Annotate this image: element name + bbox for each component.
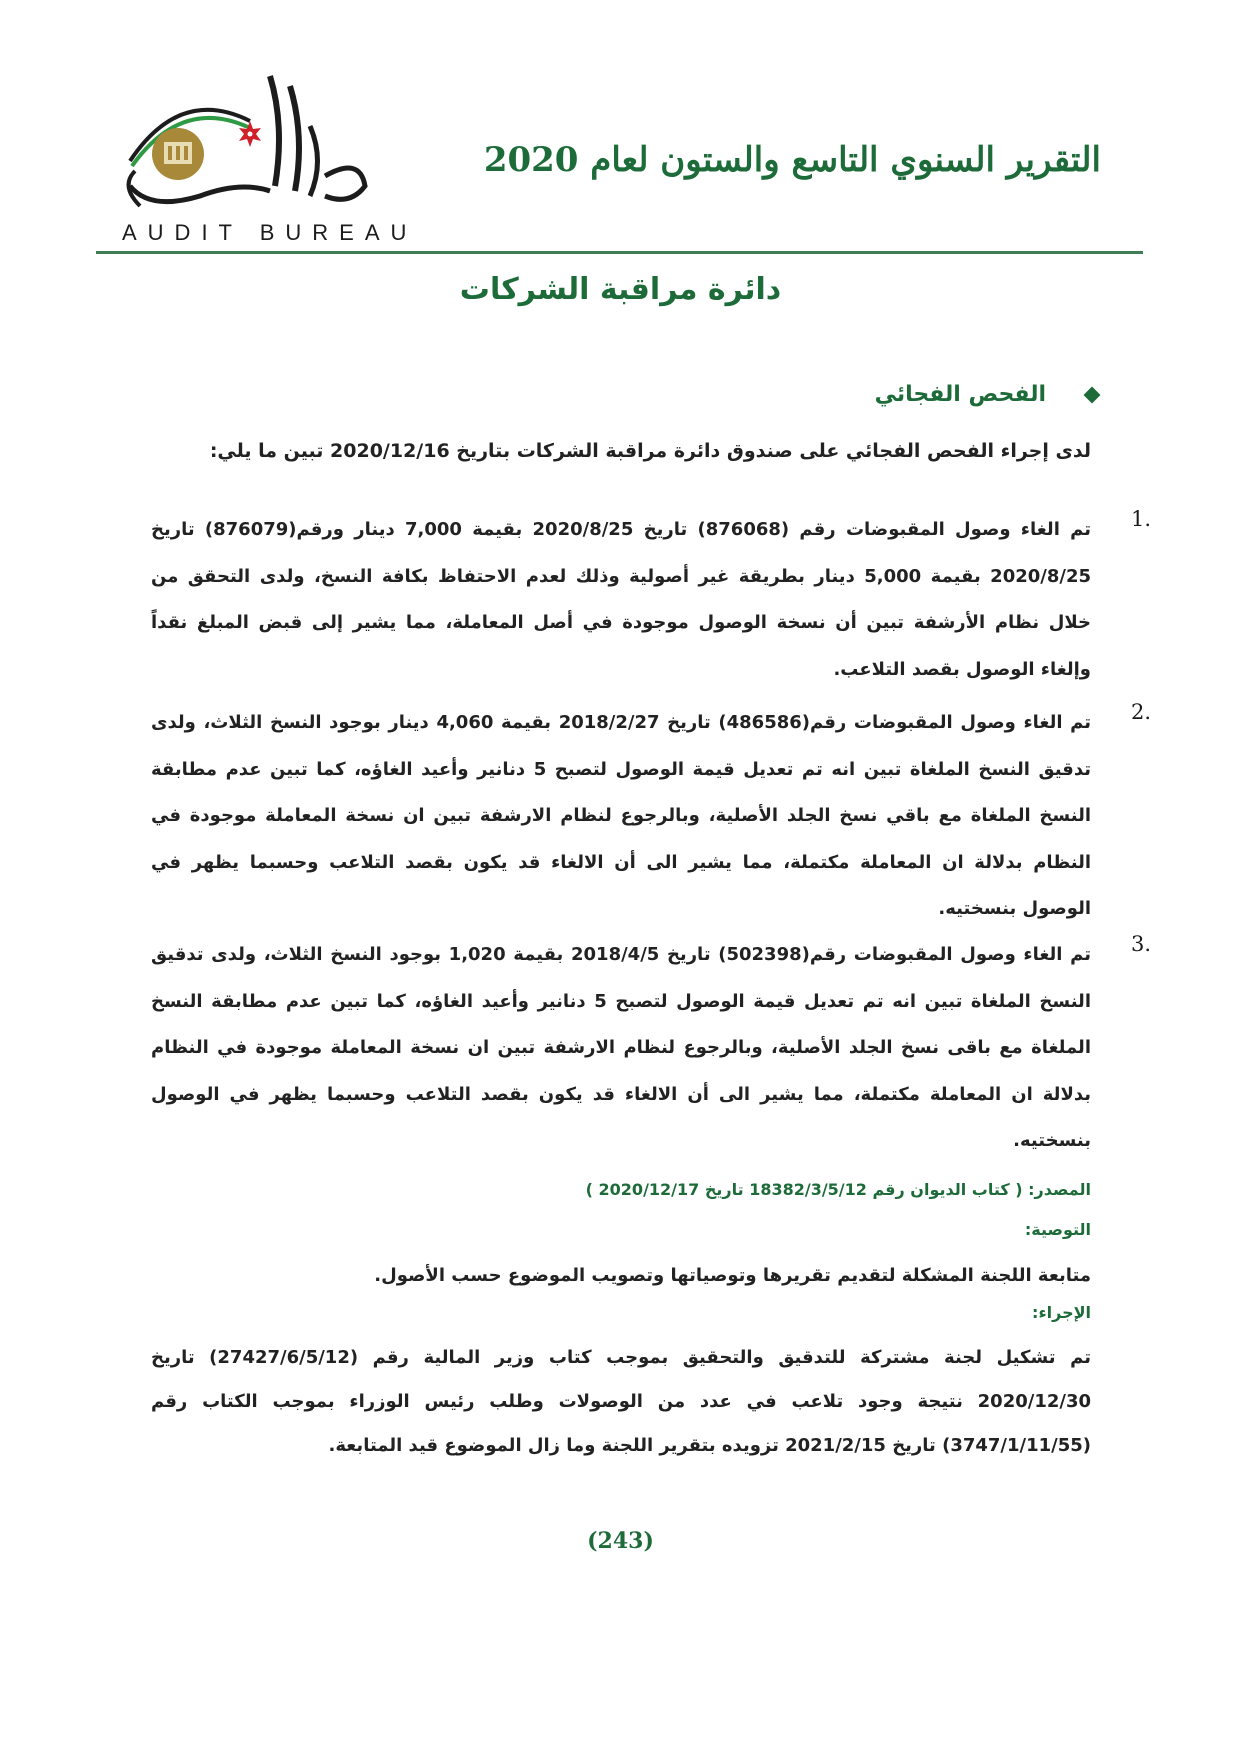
logo-emblem-icon xyxy=(110,66,410,226)
list-item-number: 3. xyxy=(1130,932,1151,956)
diamond-bullet-icon xyxy=(1084,386,1101,403)
action-text: تم تشكيل لجنة مشتركة للتدقيق والتحقيق بموجب كتاب وزير المالية رقم (27427/6/5/12) تاريخ 2020/12/30 نتيجة وجود تلاعب في عدد من الوصولات وطلب رئيس الوزراء بموجب الكتاب رقم (3747/1/11/55) تاريخ 2021/2/15 تزويده بتقرير اللجنة وما زال الموضوع قيد المتابعة. xyxy=(151,1347,1091,1456)
list-item xyxy=(151,700,1151,933)
recommendation-text: متابعة اللجنة المشكلة لتقديم تقريرها وتوصياتها وتصويب الموضوع حسب الأصول. xyxy=(374,1265,1091,1286)
list-item-text: تم الغاء وصول المقبوضات رقم(486586) تاريخ 2018/2/27 بقيمة 4,060 دينار بوجود النسخ الثلاث، ولدى تدقيق النسخ الملغاة تبين انه تم تعديل قيمة الوصول لتصبح 5 دنانير وأعيد الغاؤه، كما تبين عدم مطابقة النسخ الملغاة مع باقي نسخ الجلد الأصلية، وبالرجوع لنظام الارشفة تبين ان نسخة المعاملة موجودة في النظام بدلالة ان المعاملة مكتملة، مما يشير الى أن الالغاء قد يكون بقصد التلاعب وحسبما يظهر في الوصول بنسختيه. xyxy=(151,712,1092,919)
list-item xyxy=(151,507,1151,693)
header-divider xyxy=(96,251,1143,254)
department-title: دائرة مراقبة الشركات xyxy=(459,272,782,307)
list-item-number: 2. xyxy=(1130,700,1151,724)
action-label: الإجراء: xyxy=(1032,1303,1091,1322)
recommendation-label: التوصية: xyxy=(1024,1220,1091,1239)
report-title: التقرير السنوي التاسع والستون لعام 2020 xyxy=(483,140,1101,180)
list-item xyxy=(151,932,1151,1165)
section-heading-text: الفحص الفجائي xyxy=(874,382,1046,407)
page-number: (243) xyxy=(587,1528,654,1554)
list-item-text: تم الغاء وصول المقبوضات رقم(502398) تاريخ 2018/4/5 بقيمة 1,020 بوجود النسخ الثلاث، ولدى تدقيق النسخ الملغاة تبين انه تم تعديل قيمة الوصول لتصبح 5 دنانير وأعيد الغاؤه، كما تبين عدم مطابقة النسخ الملغاة مع باقى نسخ الجلد الأصلية، وبالرجوع لنظام الارشفة تبين ان نسخة المعاملة موجودة في النظام بدلالة ان المعاملة مكتملة، مما يشير الى أن الالغاء قد يكون بقصد التلاعب وحسبما يظهر في الوصول بنسختيه. xyxy=(151,944,1092,1151)
list-item-number: 1. xyxy=(1130,507,1151,531)
logo-english-text: AUDIT BUREAU xyxy=(122,220,418,245)
intro-paragraph: لدى إجراء الفحص الفجائي على صندوق دائرة مراقبة الشركات بتاريخ 2020/12/16 تبين ما يلي: xyxy=(209,440,1091,462)
audit-bureau-logo xyxy=(110,66,418,246)
section-heading xyxy=(875,382,1104,407)
list-item-text: تم الغاء وصول المقبوضات رقم (876068) تاريخ 2020/8/25 بقيمة 7,000 دينار ورقم(876079) تاريخ 2020/8/25 بقيمة 5,000 دينار بطريقة غير أصولية وذلك لعدم الاحتفاظ بكافة النسخ، ولدى التحقق من خلال نظام الأرشفة تبين أن نسخة الوصول موجودة في أصل المعاملة، مما يشير إلى قبض المبلغ نقداً وإلغاء الوصول بقصد التلاعب. xyxy=(151,519,1092,680)
source-citation: المصدر: ( كتاب الديوان رقم 18382/3/5/12 تاريخ 2020/12/17 ) xyxy=(585,1180,1091,1199)
